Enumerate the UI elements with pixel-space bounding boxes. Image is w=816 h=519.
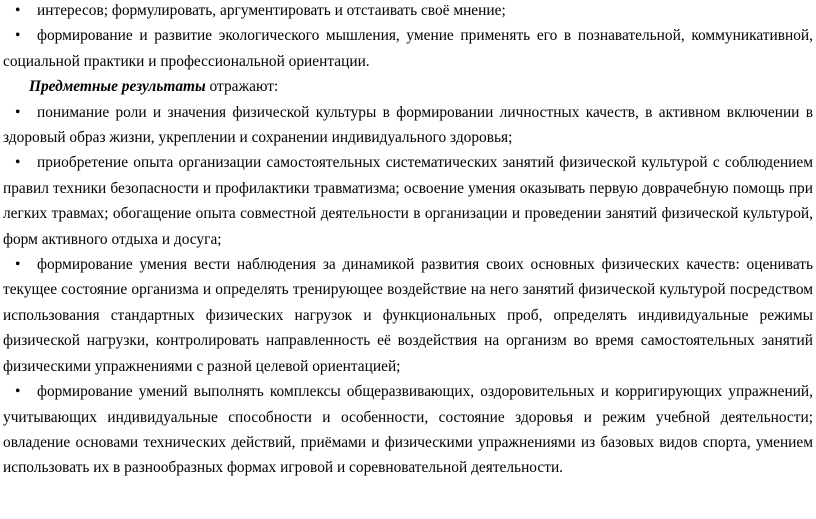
bullet-marker: •	[15, 256, 21, 274]
result-bullet-3	[3, 252, 813, 379]
result-bullet-2	[3, 150, 813, 252]
bullet-text: понимание роли и значения физической культуры в формировании личностных качеств, в активном включении в здоровый образ жизни, укреплении и сохранении индивидуального здоровья;	[3, 103, 813, 147]
bullet-text: формирование и развитие экологического мышления, умение применять его в познавательной, коммуникативной, социальной практики и профессиональной ориентации.	[3, 27, 813, 70]
intro-bullet-1	[3, 0, 813, 23]
result-bullet-4	[3, 379, 813, 481]
bullet-text: формирование умений выполнять комплексы общеразвивающих, оздоровительных и корригирующих упражнений, учитывающих индивидуальные способности и особенности, состояние здоровья и режим учебной деятельности; овладение основами технических действий, приёмами и физическими упражнениями из базовых видов спорта, умением использовать их в разнообразных формах игровой и соревновательной деятельности.	[3, 383, 813, 477]
bullet-text: формирование умения вести наблюдения за динамикой развития своих основных физических качеств: оценивать текущее состояние организма и определять тренирующее воздействие на него занятий физической культурой посредством использования стандартных физических нагрузок и функциональных проб, определять индивидуальные режимы физической нагрузки, контролировать направленность её воздействия на организм во время самостоятельных занятий физическими упражнениями с разной целевой ориентацией;	[3, 256, 813, 375]
bullet-text: интересов; формулировать, аргументировать и отстаивать своё мнение;	[37, 2, 506, 19]
result-bullet-1	[3, 100, 813, 151]
bullet-marker: •	[15, 383, 21, 401]
heading-emphasis: Предметные результаты	[29, 78, 206, 96]
bullet-marker: •	[15, 154, 21, 172]
intro-bullet-2	[3, 23, 813, 74]
heading-rest: отражают:	[209, 78, 279, 96]
bullet-marker: •	[15, 27, 21, 45]
subject-results-heading	[3, 74, 813, 99]
bullet-marker: •	[15, 2, 21, 19]
bullet-marker: •	[15, 103, 21, 121]
bullet-text: приобретение опыта организации самостоятельных систематических занятий физической культурой с соблюдением правил техники безопасности и профилактики травматизма; освоение умения оказывать первую доврачебную помощь при легких травмах; обогащение опыта совместной деятельности в организации и проведении занятий физической культурой, форм активного отдыха и досуга;	[3, 154, 813, 248]
